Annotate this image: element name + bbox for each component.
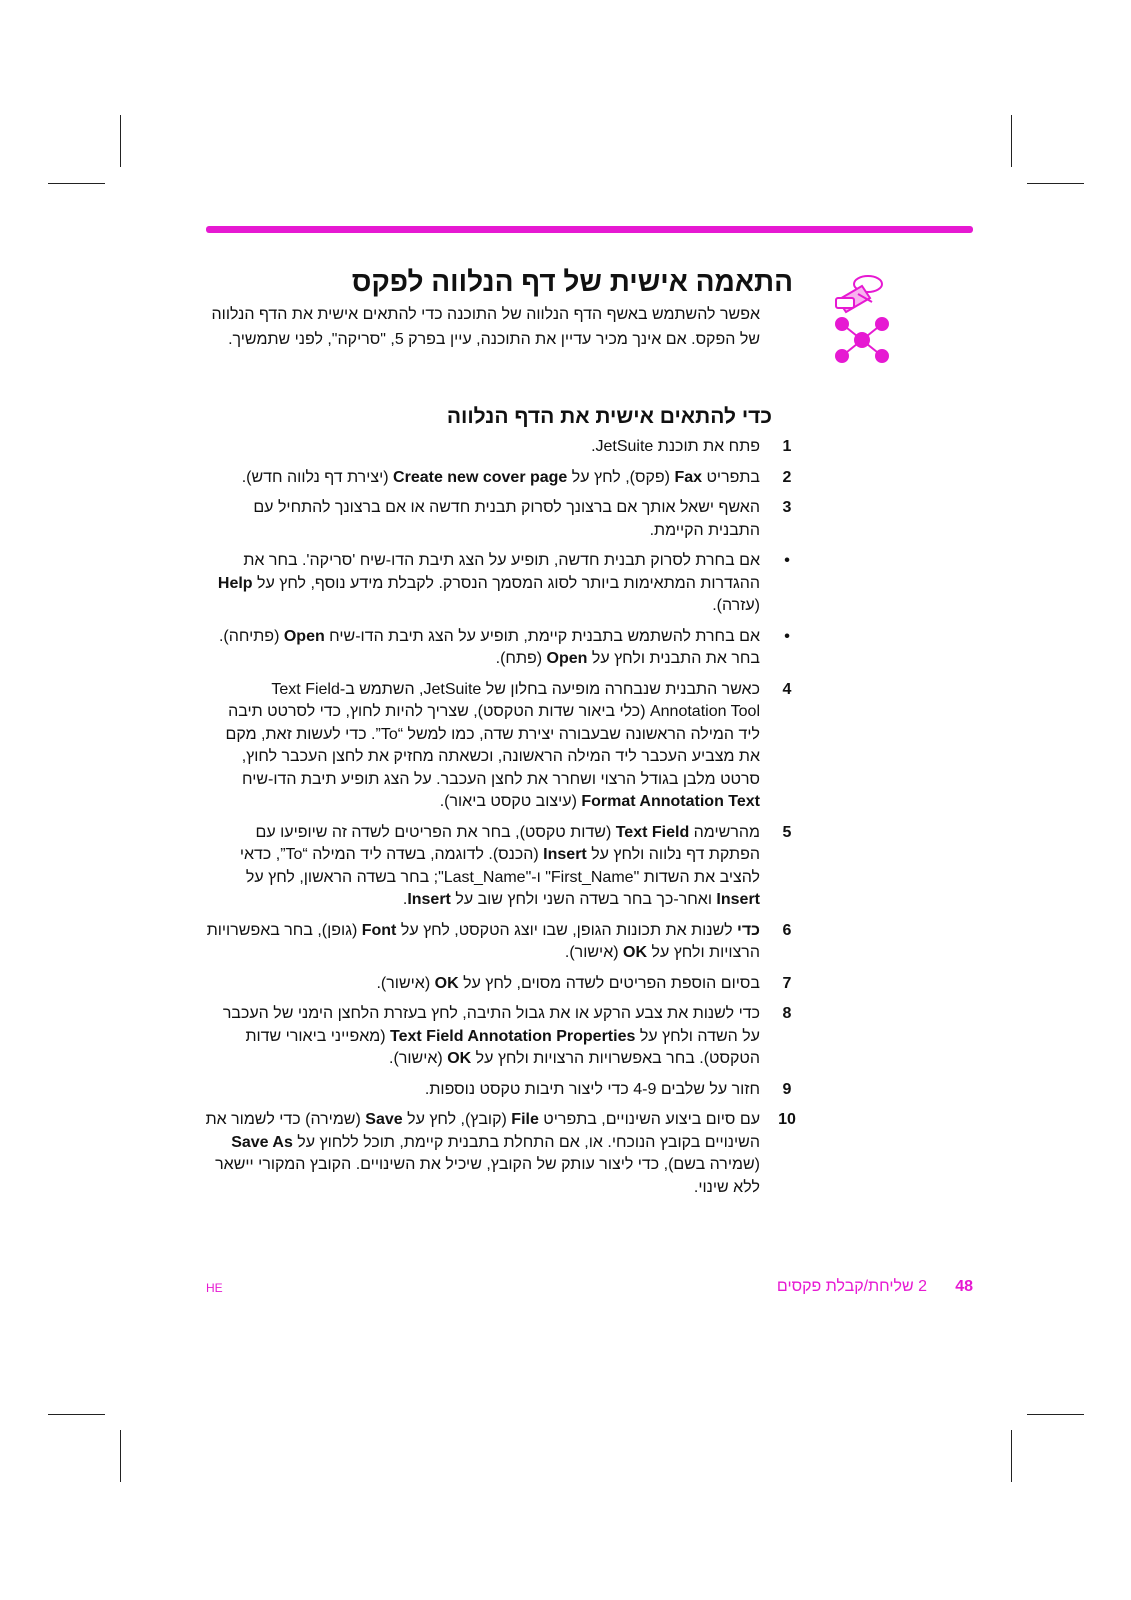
step-number: 10 — [778, 1111, 796, 1128]
step-text: עם סיום ביצוע השינויים, בתפריט File (קובץ), לחץ על Save (שמירה) כדי לשמור את השינויים בקובץ הנוכחי. או, אם התחלת בתבנית קיימת, תוכל ללחוץ על Save As (שמירה בשם), כדי ליצור עותק של הקובץ, שיכיל את השינויים. הקובץ המקורי יישאר ללא שינוי. — [205, 1111, 760, 1196]
crop-mark — [1027, 1414, 1084, 1415]
step-number: 6 — [782, 921, 792, 939]
step-number: 7 — [782, 974, 792, 992]
crop-mark — [120, 115, 121, 167]
crop-mark — [1011, 1430, 1012, 1482]
steps-list — [205, 436, 796, 1207]
step-number: 4 — [782, 680, 792, 698]
crop-mark — [120, 1430, 121, 1482]
step-item — [205, 920, 792, 965]
bullet-item — [205, 550, 790, 618]
bullet-text: אם בחרת לסרוק תבנית חדשה, תופיע על הצג תיבת הדו-שיח 'סריקה'. בחר את ההגדרות המתאימות ביותר לסוג המסמך הנסרק. לקבלת מידע נוסף, לחץ על Help (עזרה). — [217, 552, 760, 614]
step-text: פתח את תוכנת JetSuite. — [591, 438, 760, 455]
step-item — [205, 436, 792, 459]
step-number: 2 — [782, 468, 792, 486]
page-number: 48 — [955, 1278, 973, 1295]
step-text: חזור על שלבים 4-9 כדי ליצור תיבות טקסט נוספות. — [424, 1080, 760, 1098]
step-text: האשף ישאל אותך אם ברצונך לסרוק תבנית חדשה או אם ברצונך להתחיל עם התבנית הקיימת. — [253, 499, 760, 539]
step-item — [205, 497, 792, 542]
section-heading: כדי להתאים אישית את הדף הנלווה — [446, 405, 772, 428]
step-number: 9 — [782, 1080, 792, 1098]
chapter-title: 2 שליחת/קבלת פקסים — [776, 1278, 927, 1295]
step-number: 5 — [782, 823, 792, 841]
step-item — [205, 822, 792, 912]
step-item — [205, 973, 792, 996]
step-item — [205, 467, 792, 490]
fax-cover-icon — [828, 272, 896, 372]
network-nodes-icon — [836, 318, 888, 362]
step-text: בסיום הוספת הפריטים לשדה מסוים, לחץ על OK (אישור). — [376, 974, 760, 992]
page-footer — [206, 1278, 973, 1302]
step-text: מהרשימה Text Field (שדות טקסט), בחר את הפריטים לשדה זה שיופיעו עם הפתקת דף נלווה ולחץ על Insert (הכנס). לדוגמה, בשדה ליד המילה “To”, כדאי להציב את השדות "First_Name" ו-"Last_Name"; בחר בשדה הראשון, לחץ על Insert ואחר-כך בחר בשדה השני ולחץ שוב על Insert. — [239, 823, 760, 908]
step-text: כאשר התבנית שנבחרה מופיעה בחלון של JetSuite, השתמש ב-Text Field Annotation Tool (כלי ביאור שדות הטקסט), שצריך להיות לחוץ, כדי לסרטט תיבה ליד המילה הראשונה שבעבורה יצירת שדה, כמו למשל “To”. כדי לעשות זאת, מקם את מצביע העכבר ליד המילה הראשונה, וכשאתה מחזיק את לחצן העכבר לחוץ, סרטט מלבן בגודל הרצוי ושחרר את לחצן העכבר. על הצג תופיע תיבת הדו-שיח Format Annotation Text (עיצוב טקסט ביאור). — [225, 680, 760, 810]
crop-mark — [1027, 183, 1084, 184]
step-text: בתפריט Fax (פקס), לחץ על Create new cover page (יצירת דף נלווה חדש). — [241, 468, 760, 486]
step-text: כדי לשנות את צבע הרקע או את גבול התיבה, לחץ בעזרת הלחצן הימני של העכבר על השדה ולחץ על Text Field Annotation Properties (מאפייני ביאורי שדות הטקסט). בחר באפשרויות הרצויות ולחץ על OK (אישור). — [222, 1005, 760, 1067]
bullet-text: אם בחרת להשתמש בתבנית קיימת, תופיע על הצג תיבת הדו-שיח Open (פתיחה). בחר את התבנית ולחץ על Open (פתח). — [218, 627, 760, 667]
language-code: HE — [206, 1281, 223, 1295]
step-item — [205, 679, 792, 814]
bullet-item — [205, 626, 790, 671]
crop-mark — [48, 183, 105, 184]
bullet-icon: • — [784, 552, 790, 569]
bullet-icon: • — [784, 627, 790, 645]
step-text: כדי לשנות את תכונות הגופן, שבו יוצג הטקסט, לחץ על Font (גופן), בחר באפשרויות הרצויות ולחץ על OK (אישור). — [206, 921, 760, 961]
crop-mark — [48, 1414, 105, 1415]
crop-mark — [1011, 115, 1012, 167]
step-number: 8 — [782, 1005, 792, 1022]
step-item — [205, 1003, 792, 1071]
step-number: 3 — [782, 499, 792, 516]
step-item — [205, 1079, 792, 1102]
intro-paragraph: אפשר להשתמש באשף הדף הנלווה של התוכנה כדי להתאים אישית את הדף הנלווה של הפקס. אם אינך מכיר עדיין את התוכנה, עיין בפרק 5, "סריקה", לפני שתמשיך. — [211, 306, 760, 348]
page-title: התאמה אישית של דף הנלווה לפקס — [351, 266, 793, 297]
step-number: 1 — [782, 438, 792, 455]
header-rule — [206, 226, 973, 233]
step-item — [205, 1109, 796, 1199]
